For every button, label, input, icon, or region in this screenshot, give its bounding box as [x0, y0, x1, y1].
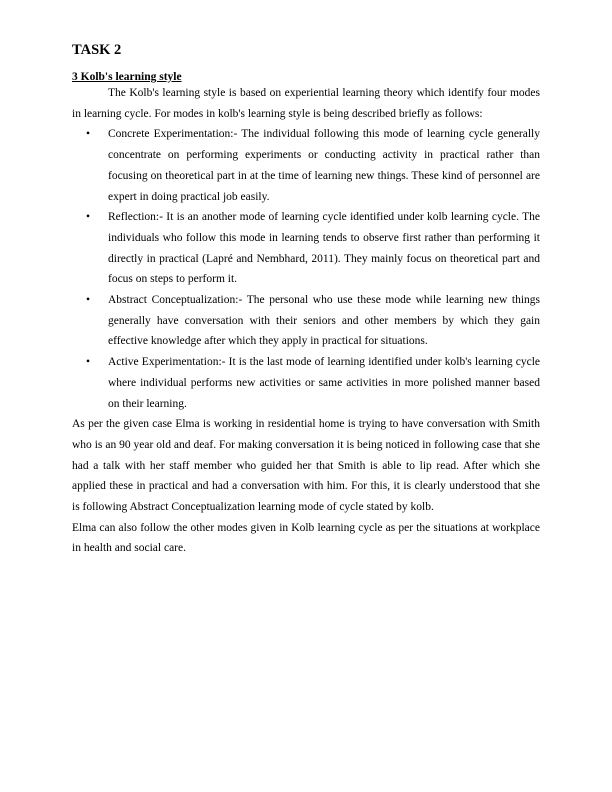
- list-item-text: Abstract Conceptualization:- The personal who use these mode while learning new things generally have conversation with their seniors and other members by which they gain effective knowledge after which they apply in practical for situations.: [108, 294, 540, 348]
- body-text: [72, 83, 540, 559]
- list-item-active-experimentation: [72, 352, 540, 414]
- list-item-text: Active Experimentation:- It is the last mode of learning identified under kolb's learning cycle where individual performs new activities or same activities in more polished manner based on their learning.: [108, 356, 540, 410]
- list-item-abstract-conceptualization: [72, 290, 540, 352]
- case-paragraph: As per the given case Elma is working in residential home is trying to have conversation with Smith who is an 90 year old and deaf. For making conversation it is being noticed in following case that she had a talk with her staff member who guided her that Smith is able to lip read. After which she applied these in practical and had a conversation with him. For this, it is clearly understood that she is following Abstract Conceptualization learning mode of cycle stated by kolb.: [72, 418, 540, 514]
- intro-paragraph: The Kolb's learning style is based on experiential learning theory which identify four modes in learning cycle. For modes in kolb's learning style is being described briefly as follows:: [72, 87, 540, 120]
- section-subheading: 3 Kolb's learning style: [72, 71, 182, 83]
- bullet-icon: •: [86, 211, 91, 224]
- closing-paragraph: Elma can also follow the other modes given in Kolb learning cycle as per the situations at workplace in health and social care.: [72, 521, 540, 555]
- list-item-text: Concrete Experimentation:- The individual following this mode of learning cycle generally concentrate on performing experiments or conducting activity in practical rather than focusing on theoretical part in at the time of learning new things. These kind of personnel are expert in doing practical job easily.: [108, 128, 540, 203]
- learning-modes-list: [72, 124, 540, 414]
- page-heading: TASK 2: [72, 42, 122, 58]
- bullet-icon: •: [86, 356, 91, 369]
- list-item-text: Reflection:- It is an another mode of learning cycle identified under kolb learning cycle. The individuals who follow this mode in learning tends to observe first rather than performing it directly in practical (Lapré and Nembhard, 2011). They mainly focus on theoretical part and focus on steps to perform it.: [108, 211, 540, 286]
- list-item-reflection: [72, 207, 540, 290]
- bullet-icon: •: [86, 294, 91, 307]
- list-item-concrete-experimentation: [72, 124, 540, 207]
- bullet-icon: •: [86, 128, 91, 141]
